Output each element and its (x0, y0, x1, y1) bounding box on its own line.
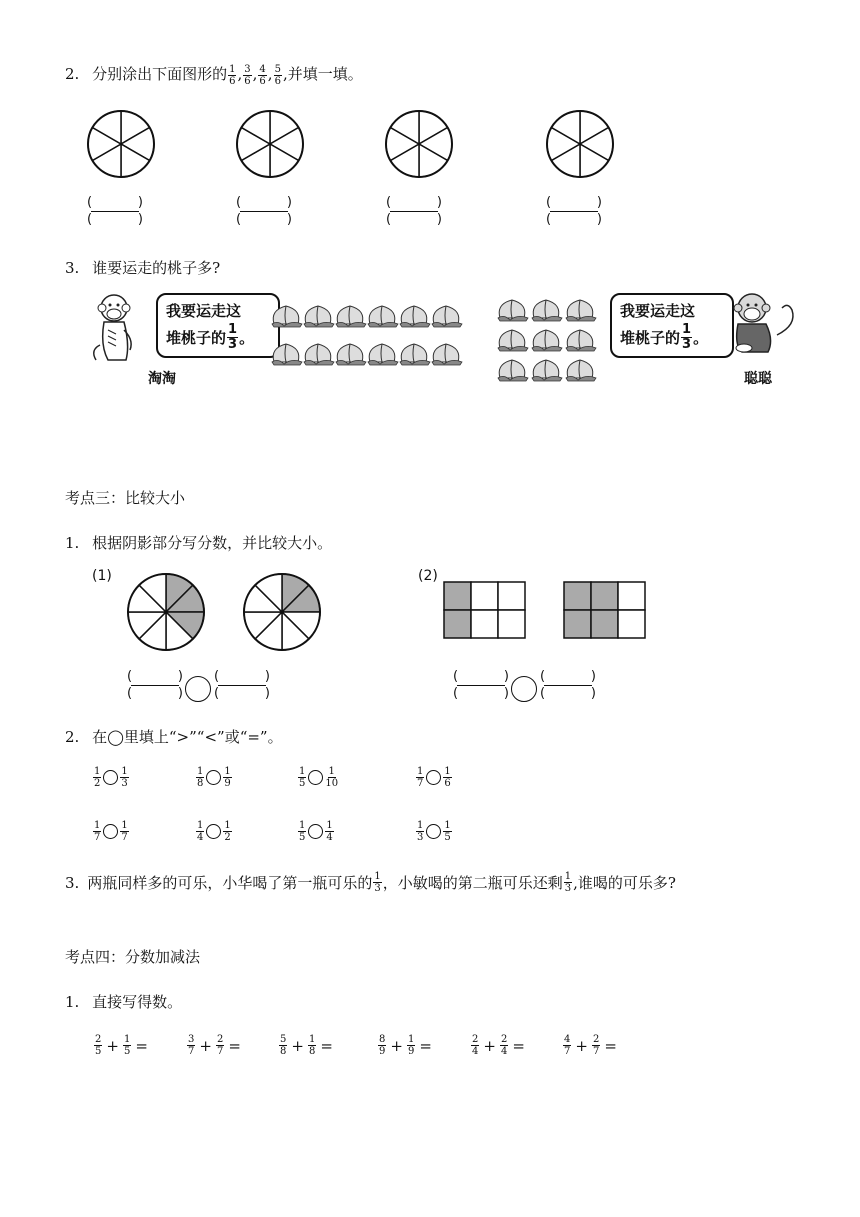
addend-1: $\frac{2}{5}$ (95, 1034, 102, 1057)
equals-sign: = (419, 1036, 432, 1055)
paren-close: ) (596, 212, 602, 227)
peaches-right (492, 292, 602, 384)
q2-fraction-2: $\frac{3}{6}$ (244, 63, 251, 87)
paren-close: ) (590, 669, 596, 684)
bubble-end: 。 (693, 328, 709, 347)
compare-circle[interactable] (103, 824, 118, 839)
bubble-line1: 我要运走这 (620, 302, 696, 320)
label-part-1: (1) (92, 568, 112, 584)
fraction-right: $\frac{1}{3}$ (121, 766, 128, 789)
s3-q2-text: 在◯里填上“>”“<”或“=”。 (92, 728, 283, 746)
plus-sign: + (106, 1036, 119, 1055)
fraction-right: $\frac{1}{5}$ (444, 820, 451, 843)
addend-1: $\frac{5}{8}$ (280, 1034, 287, 1057)
paren-close: ) (137, 212, 143, 227)
compare-circle-2[interactable] (511, 676, 537, 702)
peach-icon (272, 306, 302, 327)
compare-item (297, 766, 339, 789)
grid-cell (498, 582, 525, 610)
s4-q1-text: 直接写得数。 (92, 993, 183, 1011)
fraction-right: $\frac{1}{6}$ (444, 766, 451, 789)
grid-cell (471, 610, 498, 638)
q2-answer-fraction-3 (386, 196, 442, 227)
s3-q3-text-b: ，小敏喝的第二瓶可乐还剩 (382, 874, 563, 892)
paren-open: ( (214, 669, 220, 684)
grid-cell (618, 582, 645, 610)
peach-icon (498, 300, 528, 321)
paren-close: ) (286, 195, 292, 210)
grid-cell (591, 582, 618, 610)
s3-q3-text-a: 两瓶同样多的可乐，小华喝了第一瓶可乐的 (87, 874, 373, 892)
peach-icon (368, 344, 398, 365)
compare-circle[interactable] (308, 770, 323, 785)
grid-b (564, 582, 645, 638)
grid-cell (591, 610, 618, 638)
bubble-line2: 堆桃子的 (620, 328, 681, 347)
bubble-line2: 堆桃子的 (166, 328, 227, 347)
compare-circle[interactable] (426, 824, 441, 839)
monkey-taotao-icon (86, 290, 156, 370)
fraction-left: $\frac{1}{8}$ (197, 766, 204, 789)
q2-answer-fraction-1 (87, 196, 143, 227)
peach-icon (566, 300, 596, 321)
name-taotao: 淘淘 (148, 371, 176, 387)
peach-icon (532, 360, 562, 381)
addend-1: $\frac{3}{7}$ (188, 1034, 195, 1057)
paren-open: ( (236, 212, 242, 227)
plus-sign: + (483, 1036, 496, 1055)
plus-sign: + (199, 1036, 212, 1055)
compare-circle[interactable] (308, 824, 323, 839)
compare-item (415, 820, 453, 843)
s3-answer-fraction-1b (214, 670, 270, 701)
grid-cell (564, 582, 591, 610)
paren-open: ( (540, 686, 546, 701)
q2-text: 分别涂出下面图形的 (92, 65, 228, 83)
monkey-congcong-icon (722, 290, 802, 370)
section3-title: 考点三：比较大小 (65, 489, 186, 507)
pie-eighths-a (128, 574, 204, 650)
compare-circle[interactable] (206, 770, 221, 785)
s3-answer-fraction-2b (540, 670, 596, 701)
compare-circle[interactable] (426, 770, 441, 785)
peach-icon (432, 306, 462, 327)
paren-open: ( (127, 669, 133, 684)
paren-close: ) (137, 195, 143, 210)
fraction-right: $\frac{1}{9}$ (224, 766, 231, 789)
compare-circle[interactable] (206, 824, 221, 839)
paren-open: ( (546, 195, 552, 210)
s3-answer-fraction-2a (453, 670, 509, 701)
paren-close: ) (503, 669, 509, 684)
section4-title: 考点四：分数加减法 (65, 948, 201, 966)
paren-open: ( (236, 195, 242, 210)
label-part-2: (2) (418, 568, 438, 584)
speech-bubble-taotao (156, 293, 280, 358)
s3-q3-frac-1: $\frac{1}{3}$ (374, 871, 381, 894)
s3-grids (440, 580, 650, 642)
fraction-right: $\frac{1}{10}$ (325, 766, 339, 789)
fraction-left: $\frac{1}{3}$ (417, 820, 424, 843)
addition-problem (562, 1034, 620, 1057)
s4-q1-number: 1. (65, 993, 80, 1011)
paren-open: ( (540, 669, 546, 684)
grid-cell (564, 610, 591, 638)
speech-bubble-congcong (610, 293, 734, 358)
addition-problem (470, 1034, 528, 1057)
name-congcong: 聪聪 (744, 371, 772, 387)
paren-close: ) (177, 686, 183, 701)
grid-cell (618, 610, 645, 638)
q2-pies (80, 105, 640, 187)
paren-open: ( (453, 686, 459, 701)
addition-problem (186, 1034, 244, 1057)
q2-fractions: $\frac{1}{6}$ , $\frac{3}{6}$ , $\frac{4}{6}$ , $\frac{5}{6}$ (229, 63, 281, 87)
peach-icon (432, 344, 462, 365)
q2-fraction-4: $\frac{5}{6}$ (274, 63, 281, 87)
q2-fraction-1: $\frac{1}{6}$ (229, 63, 236, 87)
peach-icon (336, 306, 366, 327)
paren-open: ( (386, 212, 392, 227)
fraction-left: $\frac{1}{2}$ (94, 766, 101, 789)
plus-sign: + (390, 1036, 403, 1055)
equals-sign: = (228, 1036, 241, 1055)
fraction-right: $\frac{1}{2}$ (224, 820, 231, 843)
plus-sign: + (575, 1036, 588, 1055)
q2-fraction-3: $\frac{4}{6}$ (259, 63, 266, 87)
q2-number: 2. (65, 65, 80, 83)
addend-2: $\frac{2}{7}$ (592, 1034, 600, 1057)
addend-2: $\frac{1}{9}$ (407, 1034, 415, 1057)
paren-open: ( (214, 686, 220, 701)
paren-close: ) (264, 669, 270, 684)
paren-open: ( (386, 195, 392, 210)
s3-q2-number: 2. (65, 728, 80, 746)
addend-1: $\frac{8}{9}$ (379, 1034, 386, 1057)
paren-close: ) (286, 212, 292, 227)
s3-q1-number: 1. (65, 534, 80, 552)
q2-answer-fraction-4 (546, 196, 602, 227)
paren-open: ( (127, 686, 133, 701)
addition-problem (278, 1034, 336, 1057)
bubble-end: 。 (239, 328, 255, 347)
s3-q2-heading (65, 726, 283, 747)
q2-text-after: ,并填一填。 (282, 65, 363, 83)
fraction-right: $\frac{1}{4}$ (326, 820, 333, 843)
q3-text: 谁要运走的桃子多? (92, 259, 221, 277)
q2-answer-fraction-2 (236, 196, 292, 227)
peach-icon (272, 344, 302, 365)
addend-1: $\frac{2}{4}$ (472, 1034, 479, 1057)
equals-sign: = (604, 1036, 617, 1055)
fraction-left: $\frac{1}{4}$ (197, 820, 204, 843)
bubble-line1: 我要运走这 (166, 302, 242, 320)
s3-answer-fraction-1a (127, 670, 183, 701)
paren-close: ) (264, 686, 270, 701)
grid-cell (444, 582, 471, 610)
addend-2: $\frac{1}{5}$ (123, 1034, 131, 1057)
addend-2: $\frac{1}{8}$ (308, 1034, 316, 1057)
paren-open: ( (87, 212, 93, 227)
paren-close: ) (590, 686, 596, 701)
bubble-fraction: $\frac{1}{3}$ (228, 322, 238, 352)
equals-sign: = (320, 1036, 333, 1055)
pie-sixths-3 (386, 111, 452, 177)
addend-2: $\frac{2}{4}$ (500, 1034, 508, 1057)
s3-pies (120, 572, 330, 652)
peach-icon (566, 360, 596, 381)
q3-heading (65, 257, 220, 278)
addition-problem (93, 1034, 151, 1057)
peach-icon (400, 344, 430, 365)
s3-q3-number: 3. (65, 873, 80, 892)
paren-close: ) (436, 212, 442, 227)
fraction-left: $\frac{1}{7}$ (94, 820, 101, 843)
s3-q1-text: 根据阴影部分写分数，并比较大小。 (92, 534, 333, 552)
paren-close: ) (177, 669, 183, 684)
compare-item (92, 766, 130, 789)
addition-problem (377, 1034, 435, 1057)
paren-open: ( (87, 195, 93, 210)
s3-q3-frac-2: $\frac{1}{3}$ (564, 871, 572, 894)
equals-sign: = (512, 1036, 525, 1055)
pie-sixths-2 (237, 111, 303, 177)
peach-icon (498, 360, 528, 381)
addend-2: $\frac{2}{7}$ (216, 1034, 224, 1057)
pie-sixths-4 (547, 111, 613, 177)
fraction-left: $\frac{1}{7}$ (417, 766, 424, 789)
peach-icon (304, 344, 334, 365)
pie-sixths-1 (88, 111, 154, 177)
peach-icon (532, 330, 562, 351)
peach-icon (304, 306, 334, 327)
peach-icon (566, 330, 596, 351)
pie-eighths-b (244, 574, 320, 650)
compare-item (195, 766, 233, 789)
grid-cell (471, 582, 498, 610)
s3-q3-text-c: ,谁喝的可乐多? (573, 874, 676, 892)
s3-q3-heading (65, 871, 676, 894)
peach-icon (532, 300, 562, 321)
peach-icon (400, 306, 430, 327)
s4-q1-heading (65, 991, 182, 1012)
q3-number: 3. (65, 259, 80, 277)
peach-icon (336, 344, 366, 365)
grid-a (444, 582, 525, 638)
fraction-right: $\frac{1}{7}$ (121, 820, 128, 843)
peach-icon (368, 306, 398, 327)
compare-item (92, 820, 130, 843)
compare-circle-1[interactable] (185, 676, 211, 702)
paren-close: ) (436, 195, 442, 210)
compare-item (195, 820, 233, 843)
compare-item (415, 766, 453, 789)
peaches-left (268, 296, 468, 374)
bubble-fraction: $\frac{1}{3}$ (682, 322, 692, 352)
grid-cell (498, 610, 525, 638)
equals-sign: = (135, 1036, 148, 1055)
grid-cell (444, 610, 471, 638)
peach-icon (498, 330, 528, 351)
addend-1: $\frac{4}{7}$ (564, 1034, 571, 1057)
compare-circle[interactable] (103, 770, 118, 785)
q2-heading (65, 63, 363, 87)
fraction-left: $\frac{1}{5}$ (299, 820, 306, 843)
s3-q1-heading (65, 532, 332, 553)
fraction-left: $\frac{1}{5}$ (299, 766, 306, 789)
plus-sign: + (291, 1036, 304, 1055)
compare-item (297, 820, 335, 843)
paren-open: ( (453, 669, 459, 684)
paren-open: ( (546, 212, 552, 227)
paren-close: ) (596, 195, 602, 210)
paren-close: ) (503, 686, 509, 701)
